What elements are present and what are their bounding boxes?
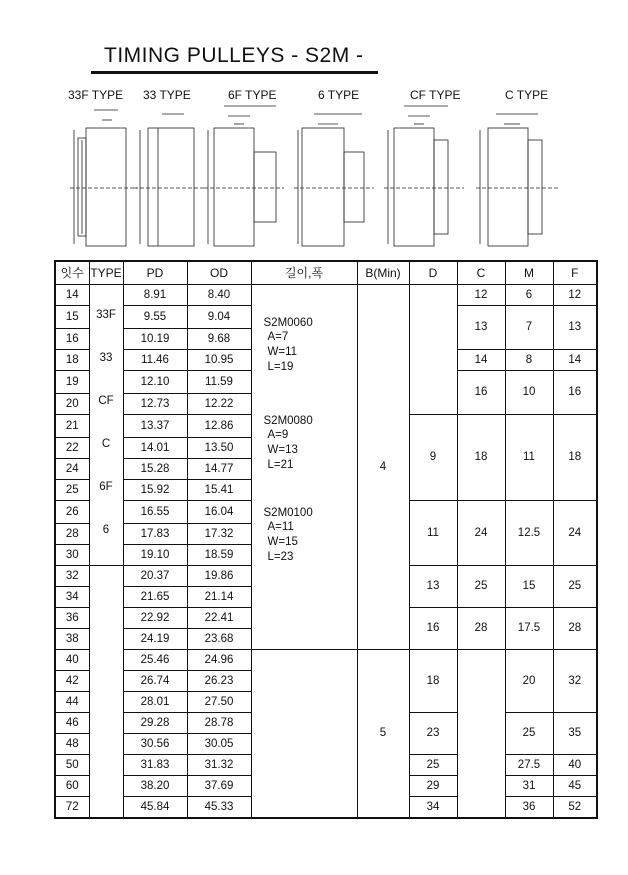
d-cell: 29	[409, 776, 457, 797]
pd-cell: 12.73	[123, 394, 187, 415]
teeth-cell: 26	[55, 501, 89, 524]
f-cell: 28	[553, 608, 597, 650]
m-cell: 20	[505, 650, 553, 713]
f-cell: 35	[553, 713, 597, 755]
f-cell: 52	[553, 797, 597, 819]
pd-cell: 20.37	[123, 566, 187, 587]
length-code: S2M0100	[263, 507, 313, 519]
teeth-cell: 15	[55, 306, 89, 329]
teeth-cell: 50	[55, 755, 89, 776]
teeth-cell: 14	[55, 285, 89, 306]
m-cell: 7	[505, 306, 553, 350]
pd-cell: 17.83	[123, 524, 187, 545]
header-teeth: 잇수	[55, 261, 89, 285]
od-cell: 26.23	[187, 671, 251, 692]
drawing-33f	[70, 110, 138, 246]
teeth-cell: 16	[55, 329, 89, 350]
type-c: C	[101, 438, 111, 450]
od-cell: 22.41	[187, 608, 251, 629]
f-cell: 25	[553, 566, 597, 608]
spec-table	[54, 260, 598, 819]
teeth-cell: 32	[55, 566, 89, 587]
teeth-cell: 44	[55, 692, 89, 713]
teeth-cell: 19	[55, 371, 89, 394]
c-cell: 16	[457, 371, 505, 415]
pd-cell: 9.55	[123, 306, 187, 329]
title-underline	[91, 71, 378, 74]
od-cell: 18.59	[187, 545, 251, 566]
teeth-cell: 36	[55, 608, 89, 629]
d-cell: 34	[409, 797, 457, 819]
drawing-33	[134, 114, 204, 246]
teeth-cell: 22	[55, 438, 89, 459]
header-f: F	[553, 261, 597, 285]
teeth-cell: 30	[55, 545, 89, 566]
c-cell: 13	[457, 306, 505, 350]
m-cell: 8	[505, 350, 553, 371]
length-w: W=15	[267, 536, 298, 548]
f-cell: 24	[553, 501, 597, 566]
m-cell: 11	[505, 415, 553, 501]
d-cell: 23	[409, 713, 457, 755]
length-l: L=23	[267, 551, 294, 563]
b-min-cell: 5	[357, 650, 409, 819]
length-l: L=21	[267, 459, 294, 471]
length-code: S2M0080	[263, 415, 313, 427]
f-cell: 40	[553, 755, 597, 776]
type-cf: CF	[98, 395, 114, 407]
table-row	[55, 650, 597, 671]
m-cell: 25	[505, 713, 553, 755]
f-cell: 14	[553, 350, 597, 371]
d-cell: 25	[409, 755, 457, 776]
od-cell: 14.77	[187, 459, 251, 480]
od-cell: 9.04	[187, 306, 251, 329]
pd-cell: 13.37	[123, 415, 187, 438]
d-cell: 9	[409, 415, 457, 501]
od-cell: 19.86	[187, 566, 251, 587]
header-length-width: 길이,폭	[251, 261, 357, 285]
type-label-6: 6 TYPE	[318, 88, 360, 102]
length-l: L=19	[267, 361, 294, 373]
table-header-row	[55, 261, 597, 285]
d-cell: 16	[409, 608, 457, 650]
pd-cell: 38.20	[123, 776, 187, 797]
od-cell: 30.05	[187, 734, 251, 755]
m-cell: 6	[505, 285, 553, 306]
m-cell: 36	[505, 797, 553, 819]
pd-cell: 8.91	[123, 285, 187, 306]
pd-cell: 25.46	[123, 650, 187, 671]
od-cell: 27.50	[187, 692, 251, 713]
pd-cell: 15.28	[123, 459, 187, 480]
length-code: S2M0060	[263, 317, 313, 329]
teeth-cell: 21	[55, 415, 89, 438]
d-cell-empty	[409, 285, 457, 415]
pd-cell: 10.19	[123, 329, 187, 350]
od-cell: 31.32	[187, 755, 251, 776]
m-cell: 10	[505, 371, 553, 415]
d-cell: 18	[409, 650, 457, 713]
drawing-6	[294, 114, 374, 246]
type-33: 33	[99, 352, 113, 364]
d-cell: 11	[409, 501, 457, 566]
f-cell: 12	[553, 285, 597, 306]
teeth-cell: 72	[55, 797, 89, 819]
type-6: 6	[102, 524, 110, 536]
type-33f: 33F	[96, 309, 116, 321]
od-cell: 11.59	[187, 371, 251, 394]
header-pd: PD	[123, 261, 187, 285]
teeth-cell: 34	[55, 587, 89, 608]
pd-cell: 21.65	[123, 587, 187, 608]
teeth-cell: 40	[55, 650, 89, 671]
type-label-6f: 6F TYPE	[228, 88, 277, 102]
od-cell: 8.40	[187, 285, 251, 306]
teeth-cell: 60	[55, 776, 89, 797]
od-cell: 28.78	[187, 713, 251, 734]
type-6f: 6F	[99, 481, 113, 493]
length-a: A=7	[267, 331, 289, 343]
f-cell: 18	[553, 415, 597, 501]
type-label-cf: CF TYPE	[410, 88, 461, 102]
f-cell: 45	[553, 776, 597, 797]
od-cell: 17.32	[187, 524, 251, 545]
m-cell: 17.5	[505, 608, 553, 650]
pd-cell: 28.01	[123, 692, 187, 713]
od-cell: 15.41	[187, 480, 251, 501]
od-cell: 16.04	[187, 501, 251, 524]
teeth-cell: 18	[55, 350, 89, 371]
pd-cell: 19.10	[123, 545, 187, 566]
type-label-c: C TYPE	[505, 88, 549, 102]
od-cell: 10.95	[187, 350, 251, 371]
pd-cell: 24.19	[123, 629, 187, 650]
pd-cell: 15.92	[123, 480, 187, 501]
header-b-min: B(Min)	[357, 261, 409, 285]
pulley-cross-section-drawings	[54, 100, 574, 260]
pd-cell: 22.92	[123, 608, 187, 629]
teeth-cell: 38	[55, 629, 89, 650]
length-w: W=11	[267, 346, 298, 358]
teeth-cell: 46	[55, 713, 89, 734]
od-cell: 13.50	[187, 438, 251, 459]
type-cell-empty	[89, 566, 123, 819]
drawing-c	[476, 114, 558, 246]
c-cell: 18	[457, 415, 505, 501]
od-cell: 9.68	[187, 329, 251, 350]
pd-cell: 26.74	[123, 671, 187, 692]
header-m: M	[505, 261, 553, 285]
pd-cell: 45.84	[123, 797, 187, 819]
c-cell: 12	[457, 285, 505, 306]
pd-cell: 16.55	[123, 501, 187, 524]
c-cell: 28	[457, 608, 505, 650]
od-cell: 45.33	[187, 797, 251, 819]
teeth-cell: 28	[55, 524, 89, 545]
pd-cell: 30.56	[123, 734, 187, 755]
pd-cell: 14.01	[123, 438, 187, 459]
teeth-cell: 20	[55, 394, 89, 415]
m-cell: 27.5	[505, 755, 553, 776]
length-width-cell-empty	[251, 650, 357, 819]
header-od: OD	[187, 261, 251, 285]
od-cell: 12.86	[187, 415, 251, 438]
type-cell	[89, 285, 123, 566]
table-row	[55, 285, 597, 306]
pd-cell: 11.46	[123, 350, 187, 371]
page-title: TIMING PULLEYS - S2M -	[104, 44, 364, 67]
c-cell: 24	[457, 501, 505, 566]
length-width-cell	[251, 285, 357, 650]
od-cell: 24.96	[187, 650, 251, 671]
header-c: C	[457, 261, 505, 285]
teeth-cell: 24	[55, 459, 89, 480]
m-cell: 15	[505, 566, 553, 608]
c-cell: 14	[457, 350, 505, 371]
od-cell: 12.22	[187, 394, 251, 415]
c-cell-empty	[457, 650, 505, 819]
header-d: D	[409, 261, 457, 285]
pd-cell: 31.83	[123, 755, 187, 776]
od-cell: 21.14	[187, 587, 251, 608]
type-label-33: 33 TYPE	[143, 88, 191, 102]
b-min-cell: 4	[357, 285, 409, 650]
length-w: W=13	[267, 444, 298, 456]
drawing-cf	[384, 106, 464, 246]
teeth-cell: 48	[55, 734, 89, 755]
header-type: TYPE	[89, 261, 123, 285]
drawing-6f	[204, 106, 284, 246]
length-a: A=11	[267, 521, 294, 533]
od-cell: 23.68	[187, 629, 251, 650]
f-cell: 16	[553, 371, 597, 415]
m-cell: 12.5	[505, 501, 553, 566]
d-cell: 13	[409, 566, 457, 608]
pd-cell: 12.10	[123, 371, 187, 394]
m-cell: 31	[505, 776, 553, 797]
type-label-33f: 33F TYPE	[68, 88, 124, 102]
f-cell: 13	[553, 306, 597, 350]
f-cell: 32	[553, 650, 597, 713]
teeth-cell: 42	[55, 671, 89, 692]
pd-cell: 29.28	[123, 713, 187, 734]
teeth-cell: 25	[55, 480, 89, 501]
length-a: A=9	[267, 429, 289, 441]
c-cell: 25	[457, 566, 505, 608]
od-cell: 37.69	[187, 776, 251, 797]
